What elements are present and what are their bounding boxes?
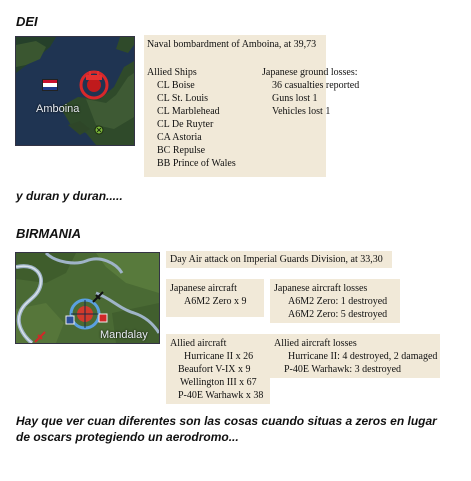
ground-losses-list [262,79,359,118]
allied-ships-header: Allied Ships [147,67,197,78]
list-item: CL De Ruyter [157,119,214,130]
japanese-aircraft-panel [166,279,264,317]
aircraft-icon[interactable] [92,291,104,303]
comment-text: y duran y duran..... [16,189,123,203]
list-item: Guns lost 1 [272,93,318,104]
list-item: CL Boise [157,80,195,91]
section-heading-birmania: BIRMANIA [16,226,81,241]
list-item: A6M2 Zero: 1 destroyed [288,296,388,307]
list-item: CL St. Louis [157,93,209,104]
aircraft-icon[interactable] [34,331,46,343]
list-item: A6M2 Zero: 5 destroyed [288,309,388,320]
map-location-label: Amboina [36,103,80,115]
list-item: Beaufort V-IX x 9 [178,364,251,375]
list-item: Wellington III x 67 [180,377,257,388]
japanese-losses-panel [270,279,400,323]
unit-marker-icon[interactable] [98,313,108,323]
japanese-losses-header: Japanese aircraft losses [274,283,368,294]
air-attack-title: Day Air attack on Imperial Guards Division, at 33,30 [166,251,392,268]
list-item: A6M2 Zero x 9 [184,296,247,307]
map-amboina[interactable] [15,36,135,146]
map-terrain [16,37,134,145]
allied-aircraft-panel [166,334,270,404]
ground-losses-header: Japanese ground losses: [262,67,358,78]
unit-marker-icon[interactable] [65,315,75,325]
list-item: 36 casualties reported [272,80,360,91]
list-item: Hurricane II x 26 [184,351,254,362]
list-item: BB Prince of Wales [157,158,236,169]
comment-text: Hay que ver cuan diferentes son las cosas cuando situas a zeros en lugar de oscars protegiendo un aerodromo... [16,414,437,444]
map-mandalay[interactable] [15,252,160,344]
list-item: CA Astoria [157,132,202,143]
list-item: CL Marblehead [157,106,220,117]
list-item: P-40E Warhawk: 3 destroyed [284,364,402,375]
list-item: Vehicles lost 1 [272,106,331,117]
allied-losses-header: Allied aircraft losses [274,338,357,349]
list-item: P-40E Warhawk x 38 [178,390,264,401]
section-heading-dei: DEI [16,14,38,29]
map-location-label: Mandalay [100,329,148,341]
japanese-aircraft-header: Japanese aircraft [170,283,237,294]
netherlands-flag-icon [42,79,58,91]
ship-unit-icon[interactable] [76,67,112,103]
allied-losses-panel [270,334,440,378]
allied-aircraft-header: Allied aircraft [170,338,227,349]
report-title: Naval bombardment of Amboina, at 39,73 [147,39,317,50]
list-item: BC Repulse [157,145,206,156]
base-marker-icon[interactable] [94,125,104,135]
bombardment-report [144,35,360,177]
list-item: Hurricane II: 4 destroyed, 2 damaged [288,351,438,362]
allied-ships-list [147,79,236,170]
